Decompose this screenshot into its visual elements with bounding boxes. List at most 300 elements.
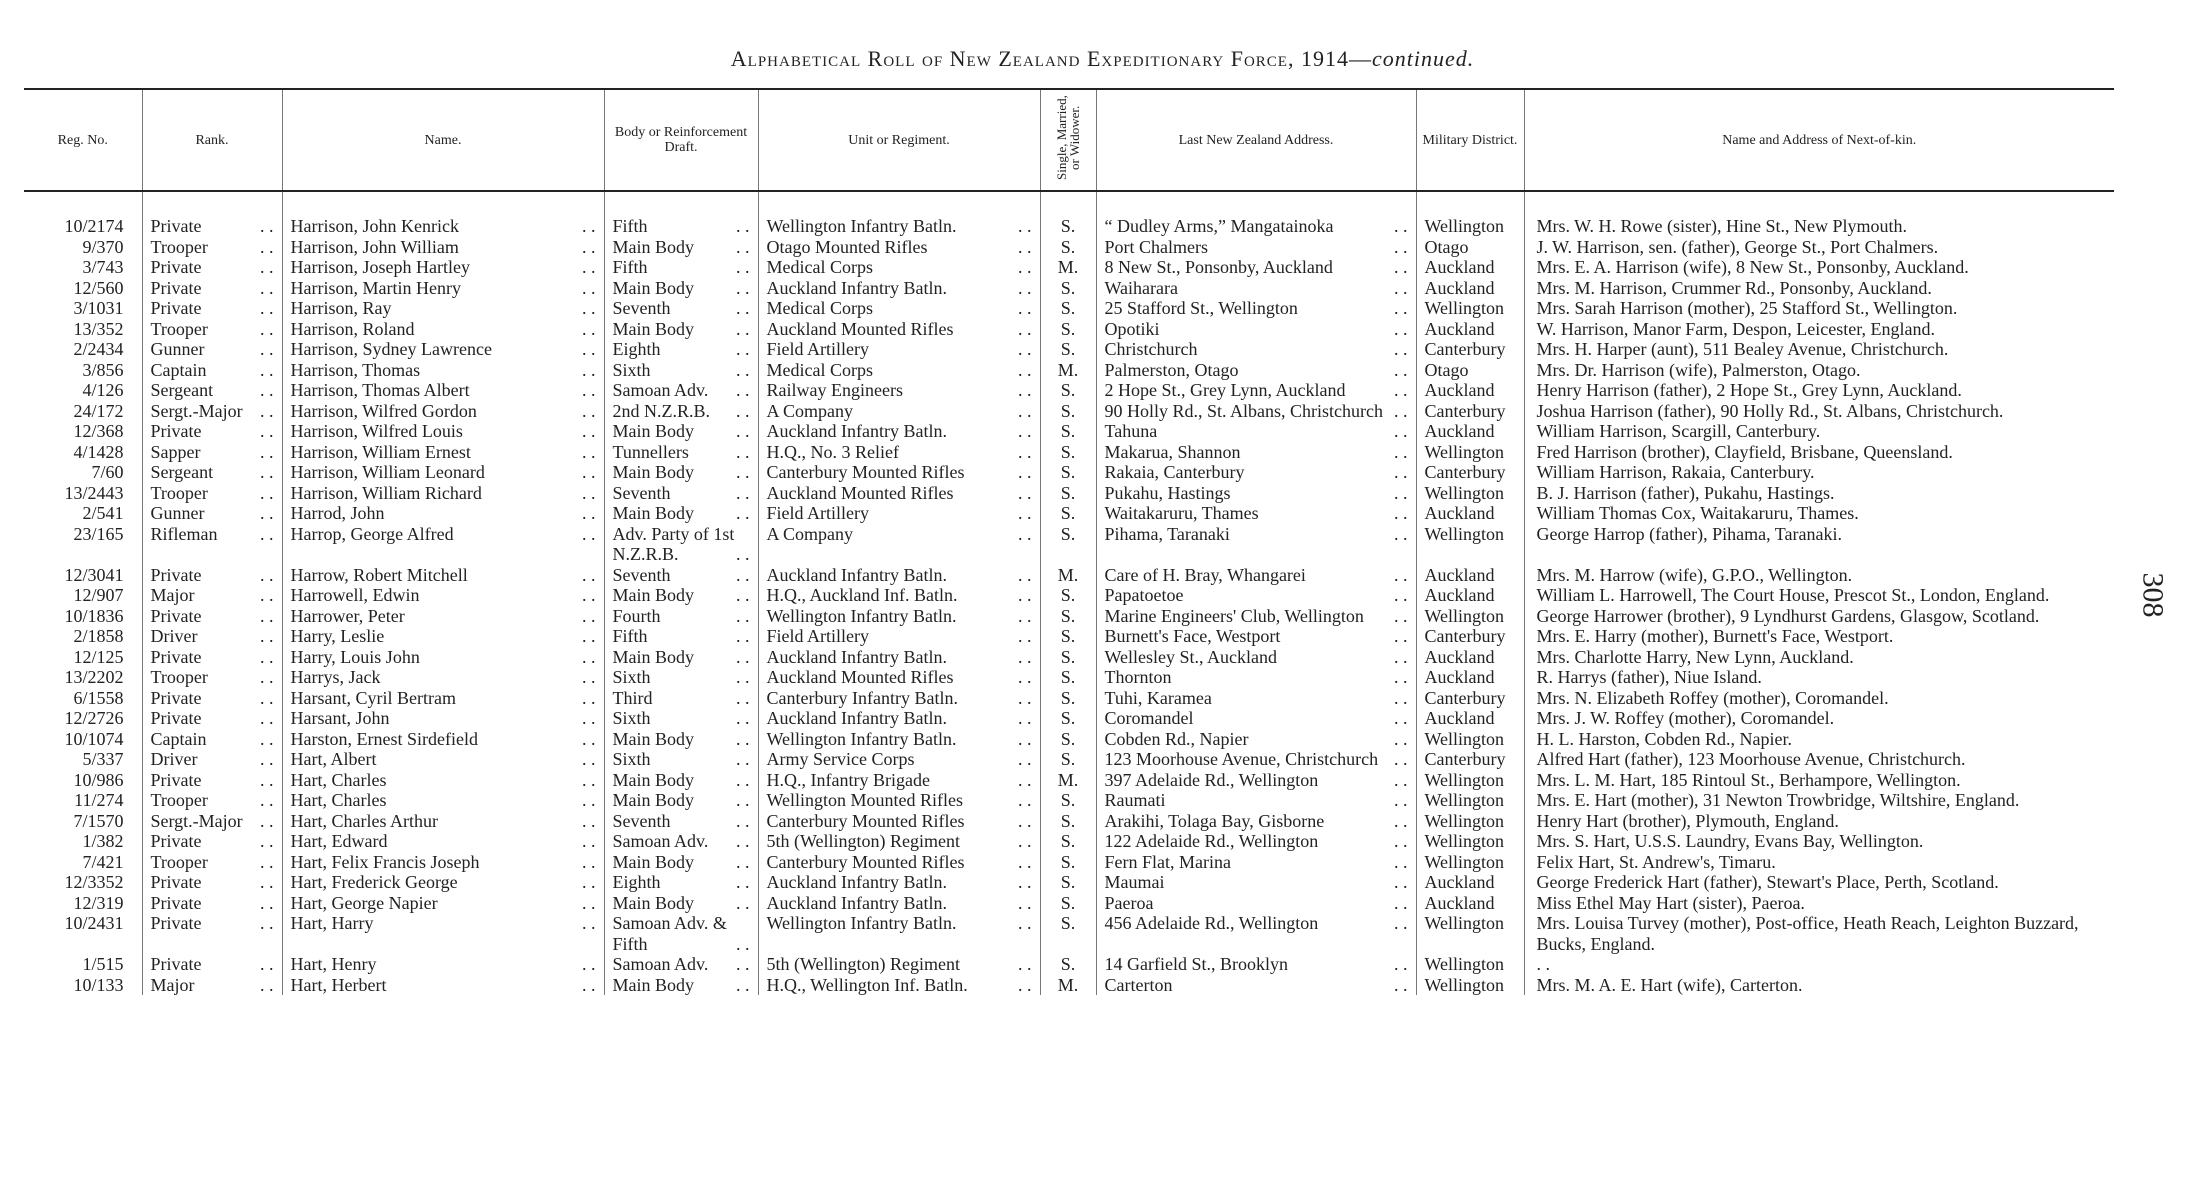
cell-address: Waitakaruru, Thames . . [1096,503,1416,524]
cell-name: Harrod, John . . [282,503,604,524]
cell-name: Harrow, Robert Mitchell . . [282,565,604,586]
cell-reg-no: 2/541 [82,503,124,523]
cell-rank: Sergeant . . [142,380,282,401]
table-row [24,380,2114,401]
cell-kin: George Harrower (brother), 9 Lyndhurst Gardens, Glasgow, Scotland. [1524,606,2114,627]
cell-unit: Canterbury Infantry Batln. . . [758,688,1040,709]
cell-address: Pukahu, Hastings . . [1096,483,1416,504]
cell-district: Wellington [1416,524,1524,565]
cell-status: S. [1040,585,1096,606]
cell-status: S. [1040,729,1096,750]
cell-body: Samoan Adv. . . [604,831,758,852]
cell-name: Harry, Louis John . . [282,647,604,668]
cell-address: Marine Engineers' Club, Wellington . . [1096,606,1416,627]
cell-rank: Private . . [142,893,282,914]
col-header-marital-text: Single, Married, or Widower. [1054,95,1082,181]
cell-name: Harrison, Thomas Albert . . [282,380,604,401]
cell-unit: Medical Corps . . [758,257,1040,278]
cell-rank: Private . . [142,257,282,278]
cell-kin: Fred Harrison (brother), Clayfield, Brisbane, Queensland. [1524,442,2114,463]
cell-rank: Rifleman . . [142,524,282,565]
cell-unit: Wellington Mounted Rifles . . [758,790,1040,811]
cell-kin: Henry Harrison (father), 2 Hope St., Grey Lynn, Auckland. [1524,380,2114,401]
cell-district: Otago [1416,360,1524,381]
col-header-unit: Unit or Regiment. [758,89,1040,191]
cell-address: Makarua, Shannon . . [1096,442,1416,463]
cell-name: Harrison, William Ernest . . [282,442,604,463]
cell-unit: Canterbury Mounted Rifles . . [758,852,1040,873]
table-row [24,585,2114,606]
cell-kin: George Harrop (father), Pihama, Taranaki. [1524,524,2114,565]
cell-body: Seventh . . [604,565,758,586]
cell-address: Raumati . . [1096,790,1416,811]
cell-name: Harry, Leslie . . [282,626,604,647]
cell-district: Auckland [1416,585,1524,606]
page-title: Alphabetical Roll of New Zealand Expeditionary Force, 1914—continued. [730,46,1475,71]
cell-district: Wellington [1416,729,1524,750]
cell-name: Hart, Albert . . [282,749,604,770]
cell-kin: William Harrison, Scargill, Canterbury. [1524,421,2114,442]
cell-reg-no: 12/3352 [64,872,124,892]
cell-rank: Private . . [142,606,282,627]
cell-status: S. [1040,893,1096,914]
cell-status: S. [1040,216,1096,237]
cell-kin: Mrs. M. A. E. Hart (wife), Carterton. [1524,975,2114,996]
cell-body: Main Body . . [604,462,758,483]
cell-address: 122 Adelaide Rd., Wellington . . [1096,831,1416,852]
cell-reg-no: 13/2202 [64,667,124,687]
cell-status: S. [1040,708,1096,729]
spacer-row [24,191,2114,216]
cell-district: Auckland [1416,667,1524,688]
cell-district: Canterbury [1416,688,1524,709]
cell-status: S. [1040,872,1096,893]
cell-reg-no: 12/2726 [64,708,124,728]
cell-reg-no: 12/907 [73,585,124,605]
cell-reg-no: 3/856 [82,359,124,380]
cell-kin: Felix Hart, St. Andrew's, Timaru. [1524,852,2114,873]
cell-kin: Joshua Harrison (father), 90 Holly Rd., St. Albans, Christchurch. [1524,401,2114,422]
cell-kin: B. J. Harrison (father), Pukahu, Hastings. [1524,483,2114,504]
cell-rank: Private . . [142,831,282,852]
cell-unit: Wellington Infantry Batln. . . [758,606,1040,627]
cell-unit: A Company . . [758,401,1040,422]
cell-body: Samoan Adv. & Fifth . . [604,913,758,954]
cell-body: Sixth . . [604,708,758,729]
cell-district: Canterbury [1416,462,1524,483]
cell-district: Auckland [1416,893,1524,914]
cell-reg-no: 11/274 [74,790,124,810]
cell-kin: Henry Hart (brother), Plymouth, England. [1524,811,2114,832]
cell-status: S. [1040,913,1096,954]
cell-body: Seventh . . [604,298,758,319]
cell-name: Hart, George Napier . . [282,893,604,914]
cell-status: S. [1040,503,1096,524]
cell-reg-no: 5/337 [82,749,124,769]
cell-kin: Mrs. E. A. Harrison (wife), 8 New St., Ponsonby, Auckland. [1524,257,2114,278]
page-title-text: Alphabetical Roll of New Zealand Expeditionary Force, 1914 [730,46,1349,71]
cell-rank: Private . . [142,913,282,954]
cell-kin: William L. Harrowell, The Court House, Prescot St., London, England. [1524,585,2114,606]
cell-address: Burnett's Face, Westport . . [1096,626,1416,647]
table-row [24,237,2114,258]
cell-district: Canterbury [1416,401,1524,422]
cell-body: Seventh . . [604,811,758,832]
table-row [24,872,2114,893]
cell-status: S. [1040,647,1096,668]
cell-unit: Wellington Infantry Batln. . . [758,216,1040,237]
cell-kin: H. L. Harston, Cobden Rd., Napier. [1524,729,2114,750]
table-row [24,401,2114,422]
cell-rank: Trooper . . [142,237,282,258]
cell-district: Canterbury [1416,339,1524,360]
cell-kin: J. W. Harrison, sen. (father), George St., Port Chalmers. [1524,237,2114,258]
cell-reg-no: 10/133 [73,974,124,995]
table-row [24,790,2114,811]
cell-name: Hart, Henry . . [282,954,604,975]
cell-status: S. [1040,667,1096,688]
cell-district: Wellington [1416,852,1524,873]
cell-body: Main Body . . [604,237,758,258]
cell-kin: George Frederick Hart (father), Stewart's Place, Perth, Scotland. [1524,872,2114,893]
cell-name: Harrison, Martin Henry . . [282,278,604,299]
cell-unit: H.Q., No. 3 Relief . . [758,442,1040,463]
cell-unit: Wellington Infantry Batln. . . [758,913,1040,954]
cell-unit: Army Service Corps . . [758,749,1040,770]
cell-rank: Private . . [142,647,282,668]
cell-unit: Canterbury Mounted Rifles . . [758,462,1040,483]
cell-rank: Captain . . [142,729,282,750]
table-row [24,565,2114,586]
cell-status: S. [1040,298,1096,319]
cell-status: S. [1040,483,1096,504]
cell-name: Harsant, John . . [282,708,604,729]
table-row [24,503,2114,524]
cell-address: Tahuna . . [1096,421,1416,442]
cell-name: Hart, Charles . . [282,770,604,791]
cell-status: S. [1040,442,1096,463]
header-row [24,89,2114,191]
table-row [24,339,2114,360]
cell-address: 14 Garfield St., Brooklyn . . [1096,954,1416,975]
col-header-body: Body or Reinforcement Draft. [604,89,758,191]
table-row [24,831,2114,852]
cell-address: Waiharara . . [1096,278,1416,299]
cell-reg-no: 7/421 [82,851,124,872]
cell-address: Coromandel . . [1096,708,1416,729]
cell-rank: Sergt.-Major . . [142,401,282,422]
cell-address: Pihama, Taranaki . . [1096,524,1416,565]
cell-district: Wellington [1416,831,1524,852]
cell-kin: Mrs. J. W. Roffey (mother), Coromandel. [1524,708,2114,729]
cell-address: Paeroa . . [1096,893,1416,914]
cell-body: Main Body . . [604,585,758,606]
table-row [24,811,2114,832]
cell-reg-no: 10/986 [73,769,124,790]
cell-address: Carterton . . [1096,975,1416,996]
cell-reg-no: 10/1074 [64,728,124,749]
cell-address: Christchurch . . [1096,339,1416,360]
cell-name: Hart, Herbert . . [282,975,604,996]
cell-reg-no: 10/2174 [64,216,124,236]
cell-reg-no: 3/1031 [73,298,124,318]
cell-unit: Medical Corps . . [758,360,1040,381]
table-row [24,278,2114,299]
cell-rank: Major . . [142,975,282,996]
cell-kin: Mrs. W. H. Rowe (sister), Hine St., New Plymouth. [1524,216,2114,237]
cell-district: Auckland [1416,421,1524,442]
cell-reg-no: 3/743 [82,257,124,277]
cell-kin: Mrs. H. Harper (aunt), 511 Bealey Avenue, Christchurch. [1524,339,2114,360]
cell-status: S. [1040,811,1096,832]
col-header-kin: Name and Address of Next-of-kin. [1524,89,2114,191]
cell-rank: Gunner . . [142,503,282,524]
cell-body: Fourth . . [604,606,758,627]
cell-body: Main Body . . [604,319,758,340]
cell-reg-no: 1/382 [82,831,124,851]
cell-unit: H.Q., Auckland Inf. Batln. . . [758,585,1040,606]
cell-address: 2 Hope St., Grey Lynn, Auckland . . [1096,380,1416,401]
cell-body: Eighth . . [604,872,758,893]
cell-rank: Trooper . . [142,319,282,340]
cell-district: Auckland [1416,380,1524,401]
cell-kin: Miss Ethel May Hart (sister), Paeroa. [1524,893,2114,914]
cell-district: Wellington [1416,811,1524,832]
cell-name: Harrison, John Kenrick . . [282,216,604,237]
table-row [24,667,2114,688]
cell-address: Cobden Rd., Napier . . [1096,729,1416,750]
cell-rank: Private . . [142,770,282,791]
cell-address: Arakihi, Tolaga Bay, Gisborne . . [1096,811,1416,832]
cell-district: Auckland [1416,708,1524,729]
col-header-rank: Rank. [142,89,282,191]
cell-unit: Auckland Infantry Batln. . . [758,893,1040,914]
cell-reg-no: 10/2431 [64,913,124,933]
cell-unit: H.Q., Infantry Brigade . . [758,770,1040,791]
cell-district: Wellington [1416,216,1524,237]
table-row [24,298,2114,319]
cell-reg-no: 10/1836 [64,605,124,626]
cell-reg-no: 12/560 [73,277,124,298]
cell-name: Harrison, Joseph Hartley . . [282,257,604,278]
cell-district: Wellington [1416,442,1524,463]
cell-district: Auckland [1416,319,1524,340]
cell-unit: Auckland Infantry Batln. . . [758,565,1040,586]
table-row [24,749,2114,770]
cell-address: Thornton . . [1096,667,1416,688]
cell-unit: Auckland Infantry Batln. . . [758,421,1040,442]
table-row [24,893,2114,914]
cell-unit: Canterbury Mounted Rifles . . [758,811,1040,832]
cell-status: S. [1040,237,1096,258]
cell-reg-no: 12/368 [73,421,124,441]
cell-status: M. [1040,257,1096,278]
table-row [24,257,2114,278]
cell-kin: Mrs. S. Hart, U.S.S. Laundry, Evans Bay, Wellington. [1524,831,2114,852]
cell-body: Sixth . . [604,667,758,688]
cell-unit: Field Artillery . . [758,626,1040,647]
cell-reg-no: 9/370 [82,236,124,257]
cell-body: Third . . [604,688,758,709]
cell-rank: Sapper . . [142,442,282,463]
cell-status: M. [1040,975,1096,996]
cell-status: S. [1040,688,1096,709]
cell-district: Auckland [1416,565,1524,586]
cell-unit: Auckland Mounted Rifles . . [758,483,1040,504]
table-row [24,606,2114,627]
cell-unit: Wellington Infantry Batln. . . [758,729,1040,750]
cell-rank: Private . . [142,708,282,729]
table-row [24,688,2114,709]
cell-body: Main Body . . [604,421,758,442]
cell-rank: Private . . [142,688,282,709]
cell-district: Auckland [1416,503,1524,524]
cell-address: Papatoetoe . . [1096,585,1416,606]
table-row [24,524,2114,565]
page-number: 308 [2136,572,2170,618]
cell-address: Rakaia, Canterbury . . [1096,462,1416,483]
cell-name: Hart, Frederick George . . [282,872,604,893]
cell-district: Wellington [1416,790,1524,811]
cell-reg-no: 4/126 [82,380,124,400]
cell-unit: A Company . . [758,524,1040,565]
cell-rank: Private . . [142,216,282,237]
cell-rank: Captain . . [142,360,282,381]
table-row [24,708,2114,729]
cell-body: 2nd N.Z.R.B. . . [604,401,758,422]
cell-kin: . . [1524,954,2114,975]
cell-reg-no: 13/2443 [64,482,124,503]
cell-district: Wellington [1416,298,1524,319]
cell-status: S. [1040,831,1096,852]
table-row [24,913,2114,954]
table-row [24,975,2114,996]
cell-body: Main Body . . [604,770,758,791]
cell-kin: Mrs. N. Elizabeth Roffey (mother), Coromandel. [1524,688,2114,709]
cell-reg-no: 4/1428 [73,441,124,462]
cell-name: Harrison, Wilfred Louis . . [282,421,604,442]
cell-status: S. [1040,380,1096,401]
cell-kin: William Harrison, Rakaia, Canterbury. [1524,462,2114,483]
cell-name: Hart, Edward . . [282,831,604,852]
cell-rank: Gunner . . [142,339,282,360]
cell-rank: Trooper . . [142,852,282,873]
cell-name: Hart, Harry . . [282,913,604,954]
page-title-suffix: continued. [1371,46,1475,71]
table-row [24,626,2114,647]
cell-name: Harrison, Wilfred Gordon . . [282,401,604,422]
col-header-marital [1040,89,1096,191]
cell-address: Port Chalmers . . [1096,237,1416,258]
cell-kin: Mrs. Charlotte Harry, New Lynn, Auckland. [1524,647,2114,668]
col-header-reg-no: Reg. No. [24,89,142,191]
cell-address: 456 Adelaide Rd., Wellington . . [1096,913,1416,954]
cell-unit: 5th (Wellington) Regiment . . [758,831,1040,852]
cell-name: Harrys, Jack . . [282,667,604,688]
cell-rank: Private . . [142,421,282,442]
cell-district: Otago [1416,237,1524,258]
cell-district: Auckland [1416,257,1524,278]
cell-status: S. [1040,401,1096,422]
col-header-name: Name. [282,89,604,191]
cell-rank: Private . . [142,872,282,893]
cell-kin: Mrs. Sarah Harrison (mother), 25 Stafford St., Wellington. [1524,298,2114,319]
cell-address: Fern Flat, Marina . . [1096,852,1416,873]
cell-address: “ Dudley Arms,” Mangatainoka . . [1096,216,1416,237]
cell-rank: Private . . [142,298,282,319]
cell-address: 90 Holly Rd., St. Albans, Christchurch . . [1096,401,1416,422]
cell-address: 8 New St., Ponsonby, Auckland . . [1096,257,1416,278]
cell-body: Sixth . . [604,360,758,381]
cell-rank: Trooper . . [142,790,282,811]
cell-unit: H.Q., Wellington Inf. Batln. . . [758,975,1040,996]
table-row [24,647,2114,668]
cell-district: Wellington [1416,954,1524,975]
cell-address: Wellesley St., Auckland . . [1096,647,1416,668]
cell-reg-no: 6/1558 [73,687,124,708]
cell-kin: Mrs. E. Harry (mother), Burnett's Face, Westport. [1524,626,2114,647]
roll-table [24,88,2114,995]
cell-kin: Alfred Hart (father), 123 Moorhouse Avenue, Christchurch. [1524,749,2114,770]
cell-body: Main Body . . [604,503,758,524]
cell-reg-no: 2/2434 [73,339,124,359]
cell-body: Seventh . . [604,483,758,504]
cell-unit: Auckland Mounted Rifles . . [758,667,1040,688]
cell-district: Auckland [1416,872,1524,893]
cell-body: Samoan Adv. . . [604,954,758,975]
cell-reg-no: 7/1570 [73,810,124,831]
cell-reg-no: 2/1858 [73,626,124,646]
cell-address: Opotiki . . [1096,319,1416,340]
cell-name: Harrison, Sydney Lawrence . . [282,339,604,360]
cell-kin: R. Harrys (father), Niue Island. [1524,667,2114,688]
cell-status: S. [1040,319,1096,340]
cell-body: Sixth . . [604,749,758,770]
roll-body [24,191,2114,995]
cell-rank: Trooper . . [142,483,282,504]
cell-rank: Private . . [142,278,282,299]
cell-kin: William Thomas Cox, Waitakaruru, Thames. [1524,503,2114,524]
cell-name: Hart, Felix Francis Joseph . . [282,852,604,873]
cell-reg-no: 7/60 [91,462,124,482]
table-row [24,770,2114,791]
cell-name: Harsant, Cyril Bertram . . [282,688,604,709]
cell-unit: Auckland Infantry Batln. . . [758,278,1040,299]
cell-name: Harrison, Roland . . [282,319,604,340]
cell-rank: Sergeant . . [142,462,282,483]
cell-rank: Private . . [142,565,282,586]
cell-name: Harrowell, Edwin . . [282,585,604,606]
cell-body: Main Body . . [604,278,758,299]
col-header-address: Last New Zealand Address. [1096,89,1416,191]
cell-unit: 5th (Wellington) Regiment . . [758,954,1040,975]
cell-kin: Mrs. Dr. Harrison (wife), Palmerston, Otago. [1524,360,2114,381]
cell-unit: Field Artillery . . [758,339,1040,360]
cell-body: Main Body . . [604,729,758,750]
cell-body: Fifth . . [604,257,758,278]
cell-district: Canterbury [1416,749,1524,770]
cell-reg-no: 12/3041 [64,564,124,585]
cell-kin: W. Harrison, Manor Farm, Despon, Leicester, England. [1524,319,2114,340]
table-row [24,421,2114,442]
cell-status: S. [1040,626,1096,647]
cell-reg-no: 13/352 [73,318,124,339]
table-row [24,729,2114,750]
cell-body: Main Body . . [604,647,758,668]
cell-address: 25 Stafford St., Wellington . . [1096,298,1416,319]
cell-name: Harrison, John William . . [282,237,604,258]
cell-body: Tunnellers . . [604,442,758,463]
